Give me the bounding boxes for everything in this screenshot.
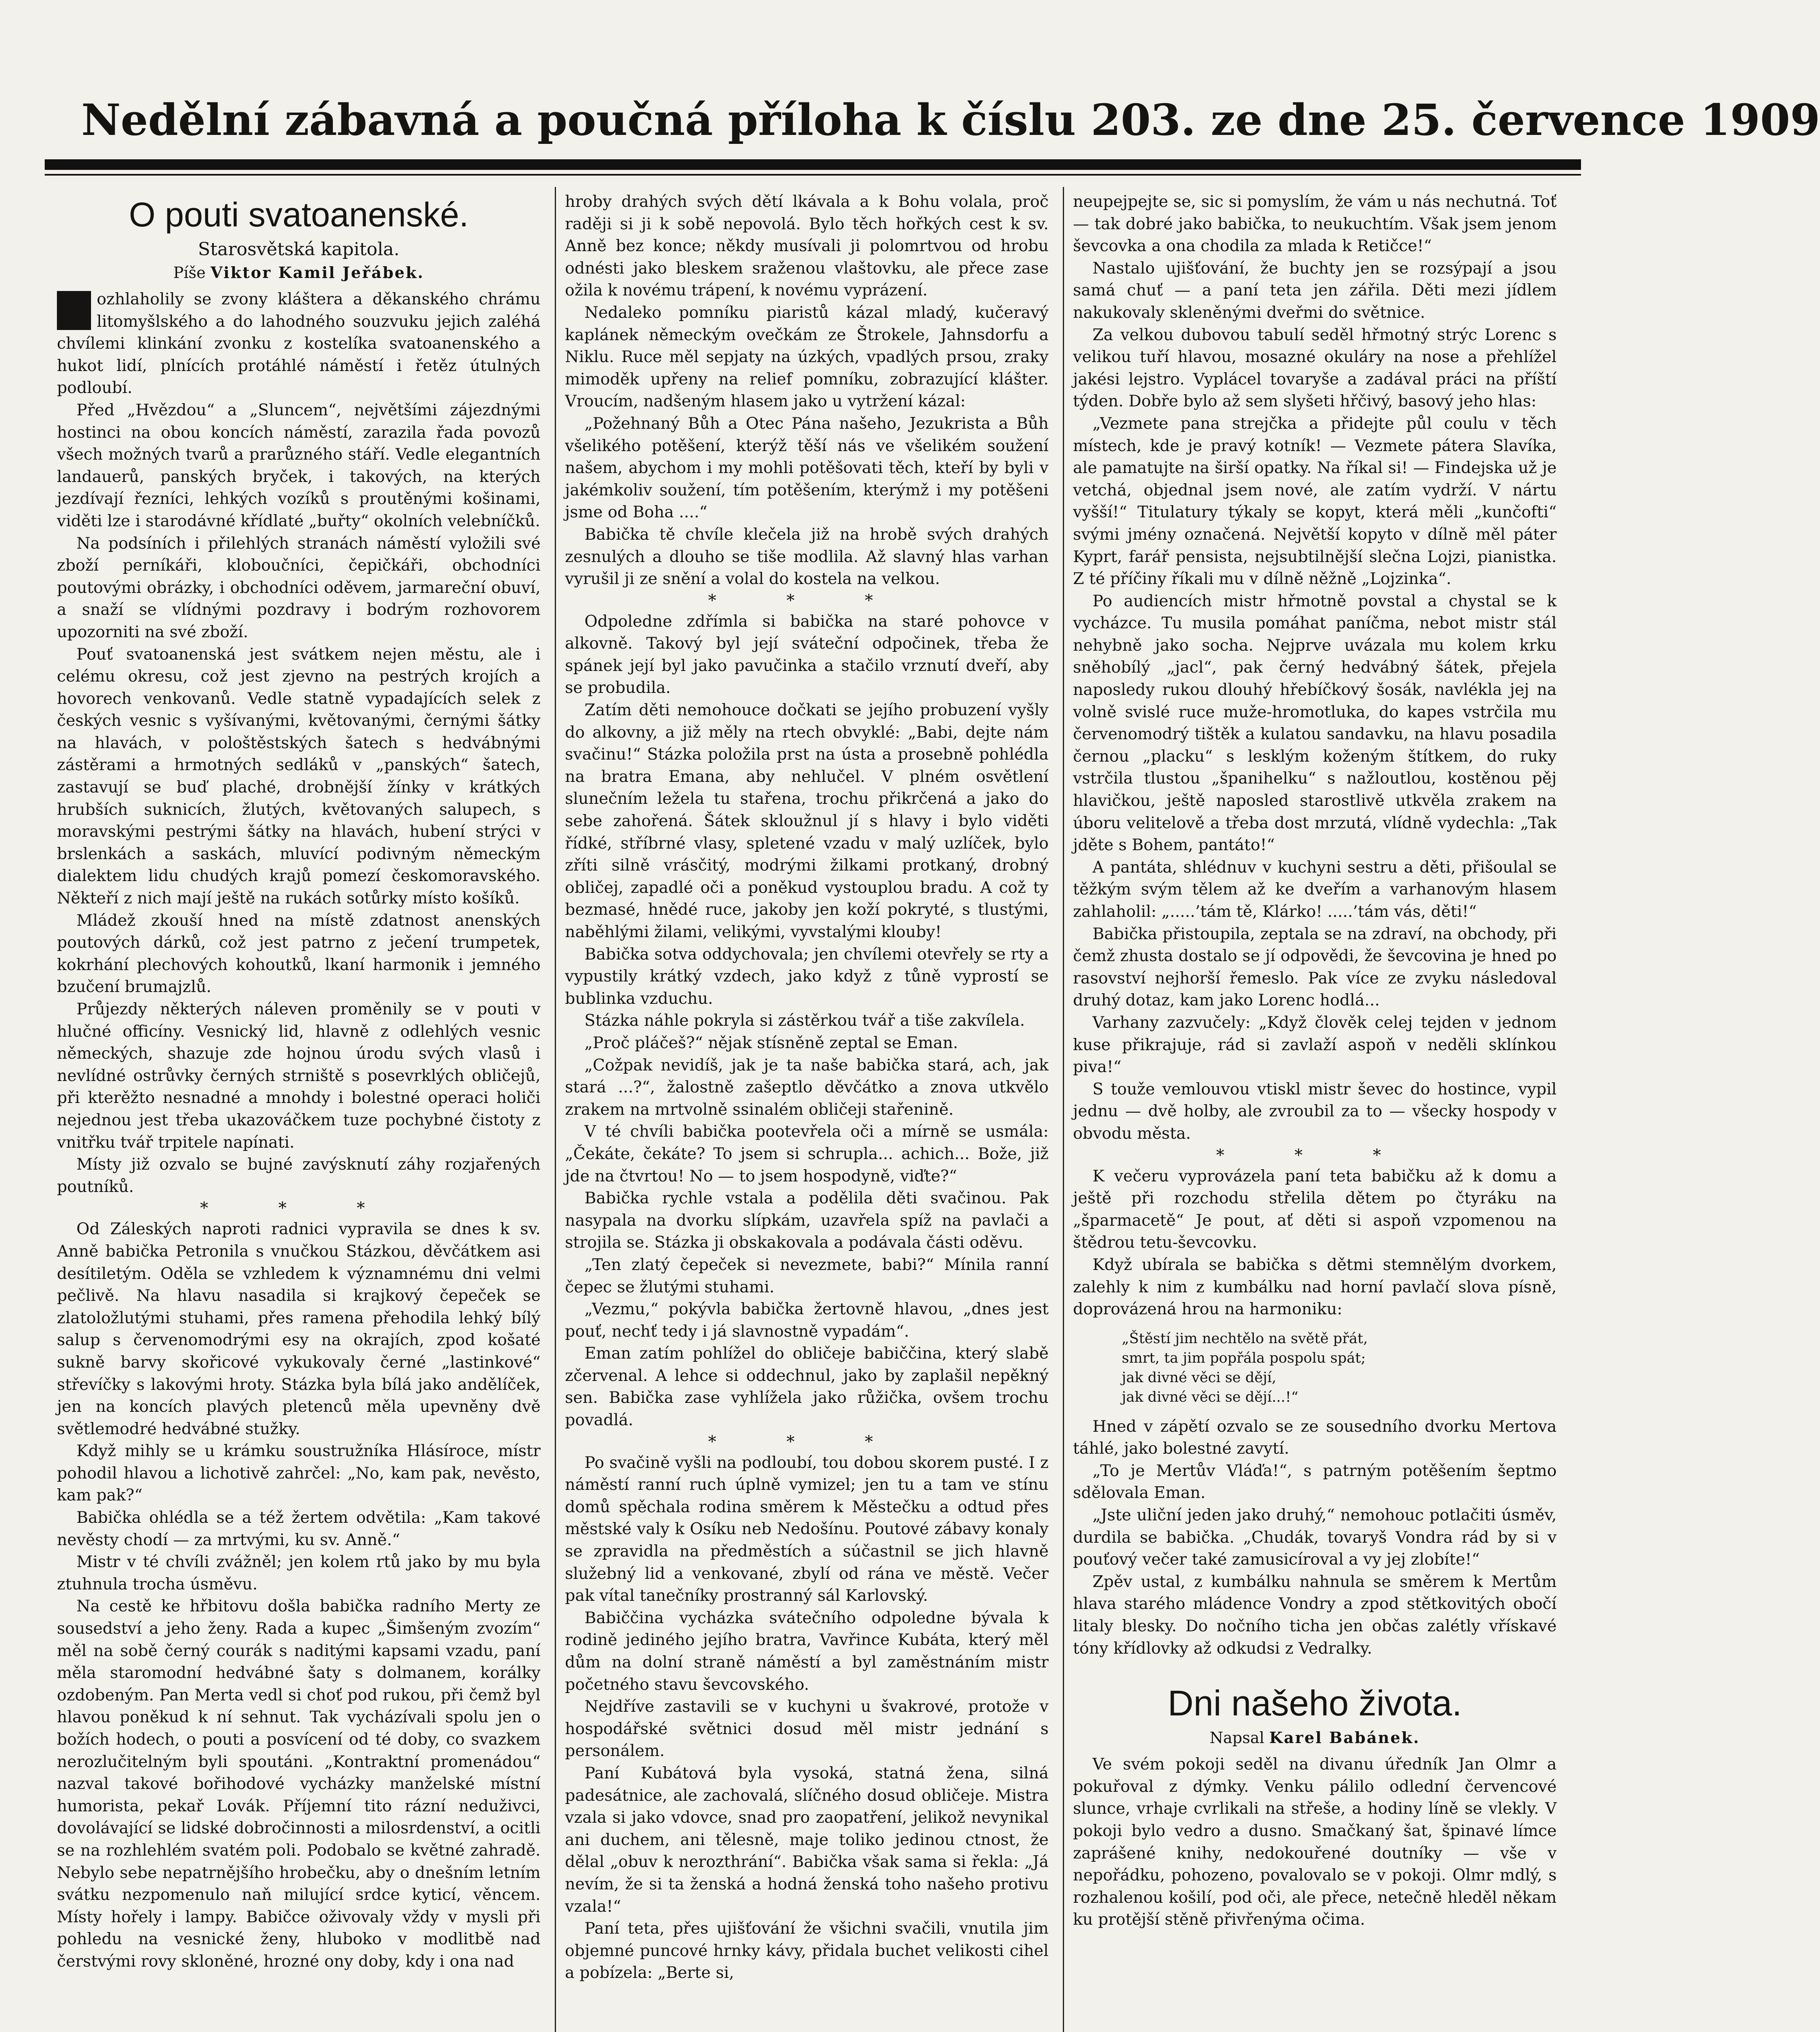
article-byline — [57, 263, 541, 283]
paragraph: Za velkou dubovou tabulí seděl hřmotný strýc Lorenc s velikou tuří hlavou, mosazné okuláry na nose a přehlížel jakési lejstro. Vyplácel tovaryše a zadával práci na příští týden. Dobře bylo až sem slyšeti hřčivý, basový jeho hlas: — [1073, 326, 1557, 411]
song-verse — [1122, 1329, 1557, 1407]
paragraph: Když ubírala se babička s dětmi stemnělým dvorkem, zalehly k nim z kumbálku nad horní pavlačí slova písně, doprovázená hrou na harmoniku: — [1073, 1255, 1557, 1319]
paragraph: Stázka náhle pokryla si zástěrkou tvář a tiše zakvílela. — [584, 1012, 1025, 1030]
byline-author: Karel Babánek. — [1269, 1728, 1420, 1747]
article-byline — [1073, 1728, 1557, 1748]
paragraph: Babička sotva oddychovala; jen chvílemi otevřely se rty a vypustily krátký vzdech, jako když z tůně vyprostí se bublinka vzduchu. — [565, 945, 1049, 1008]
paragraph: K večeru vyprovázela paní teta babičku až k domu a ještě při rozchodu střelila dětem po čtyráku na „šparmacetě“ Je pout, ať děti si aspoň vzpomenou na štědrou tetu-ševcovku. — [1073, 1167, 1557, 1252]
section-separator: * * * — [1216, 1146, 1414, 1165]
paragraph: Babička tě chvíle klečela již na hrobě svých drahých zesnulých a dlouho se tiše modlila. Až slavný hlas varhan vyrušil ji ze snění a volal do kostela na velkou. — [565, 525, 1049, 588]
paragraph: Nastalo ujišťování, že buchty jen se rozsýpají a jsou samá chuť — a paní teta jen zářila. Děti mezi jídlem nakukovaly skleněnými dveřmi do světnice. — [1073, 259, 1557, 322]
paragraph: „Jste uliční jeden jako druhý,“ nemohouc potlačiti úsměv, durdila se babička. „Chudák, tovaryš Vondra rád by si v pouťový večer také zamusicíroval a vy jej zlobíte!“ — [1073, 1506, 1557, 1569]
column-divider — [555, 187, 556, 2032]
paragraph: ozhlaholily se zvony kláštera a děkanského chrámu litomyšlského a do lahodného souzvuku jejich zaléhá chvílemi klinkání zvonku z kostelíka svatoanenského a hukot lidí, plnících protáhlé náměstí i řetěz útulných podloubí. — [57, 290, 541, 397]
paragraph: „Proč pláčeš?“ nějak stísněně zeptal se Eman. — [584, 1033, 958, 1052]
byline-prefix: Píše — [173, 264, 206, 282]
paragraph: Babička rychle vstala a podělila děti svačinou. Pak nasypala na dvorku slípkám, uzavřela spíž na pavlači a strojila se. Stázka ji obskakovala a podávala části oděvu. — [565, 1189, 1049, 1252]
paragraph: Babička ohlédla se a též žertem odvětila: „Kam takové nevěsty chodí — za mrtvými, ku sv. Anně.“ — [57, 1509, 541, 1549]
paragraph: Když mihly se u krámku soustružníka Hlásíroce, místr pohodil hlavou a lichotivě zahrčel: „No, kam pak, nevěsto, kam pak?“ — [57, 1442, 541, 1505]
paragraph: neupejpejte se, sic si pomyslím, že vám u nás nechutná. Toť — tak dobré jako babička, to neukuchtím. Však jsem jenom ševcovka a ona chodila za mlada k Retičce!“ — [1073, 193, 1557, 256]
paragraph: Nejdříve zastavili se v kuchyni u švakrové, protože v hospodářské světnici dosud měl mistr jednání s personálem. — [565, 1698, 1049, 1761]
paragraph: Paní Kubátová byla vysoká, statná žena, silná padesátnice, ale zachovalá, slíčného dosud obličeje. Mistra vzala si jako vdovce, snad pro zaopatření, jelikož nevynikal ani duchem, ani tělesně, maje toliko jedinou ctnost, že dělal „obuv k nerozthrání“. Babička však sama si řekla: „Já nevím, že si ta ženská a hodná ženská toho našeho protivu vzala!“ — [565, 1764, 1049, 1916]
masthead: Nedělní zábavná a poučná příloha k číslu 203. ze dne 25. července 1909 — [81, 94, 1820, 145]
paragraph: V té chvíli babička pootevřela oči a mírně se usmála: „Čekáte, čekáte? To jsem si schrupla... achich... Bože, již jde na čtvrtou! No — to jsem hospodyně, viďte?“ — [565, 1122, 1049, 1185]
section-separator: * * * — [708, 1432, 906, 1451]
paragraph: Před „Hvězdou“ a „Sluncem“, největšími zájezdnými hostinci na obou koncích náměstí, zarazila řada povozů všech možných tvarů a prarůzného stáří. Vedle elegantních landauerů, panských bryček, i takových, na kterých jezdívají řezníci, lehkých vozíků s proutěnými košinami, viděti lze i starodávné křídlaté „buřty“ okolních velebníčků. — [57, 401, 541, 530]
column-divider — [1063, 187, 1064, 2032]
byline-author: Viktor Kamil Jeřábek. — [211, 263, 424, 282]
paragraph: Po svačině vyšli na podloubí, tou dobou skorem pusté. I z náměstí ranní ruch úplně vymizel; jen tu a tam ve stínu domů spěchala rodina směrem k Městečku a odtud přes městské valy k Osíku neb Nedošínu. Poutové zábavy konaly se zpravidla na předměstích a súčastnil se jich hlavně služebný lid a venkované, zbylí od rána ve městě. Večer pak vítal tanečníky prostranný sál Karlovský. — [565, 1453, 1049, 1605]
paragraph: „Vezmete pana strejčka a přidejte půl coulu v těch místech, kde je pravý kotník! — Vezmete pátera Slavíka, ale pamatujte na širší opatky. Na říkal si! — Findejska už je vetchá, objednal jsem nové, ale zatím vydrží. V nártu vyšší!“ Titulatury týkaly se kopyt, která měli „kunčofti“ svými jmény označená. Největší kopyto v dílně měl páter Kyprt, farář pensista, nejsubtilnější slečna Lojzi, pianistka. Z té příčiny říkali mu v dílně něžně „Lojzinka“. — [1073, 414, 1557, 588]
paragraph: Ve svém pokoji seděl na divanu úředník Jan Olmr a pokuřoval z dýmky. Venku pálilo odlední červencové slunce, vrhaje cvrlikali na střeše, a hodiny líně se vlekly. V pokoji bylo vedro a dusno. Smačkaný šat, špinavé límce zaprášené knihy, nedokouřené doutníky — vše v nepořádku, pohozeno, povalovalo se v pokoji. Olmr mdlý, s rozhalenou košilí, pod oči, ale přece, netečně hleděl někam ku protější stěně přivřenýma očima. — [1073, 1755, 1557, 1929]
paragraph: A pantáta, shlédnuv v kuchyni sestru a děti, přišoulal se těžkým svým tělem až ke dveřím a varhanovým hlasem zahlaholil: „.....’tám tě, Klárko! .....’tám vás, děti!“ — [1073, 858, 1557, 921]
paragraph: Na cestě ke hřbitovu došla babička radního Merty ze sousedství a jeho ženy. Rada a kupec „Šimšeným zvozím“ měl na sobě černý courák s naditými kapsami vzadu, paní měla staromodní hedvábné šaty s dolmanem, korálky ozdobeným. Pan Merta vedl si choť pod rukou, při čemž byl hlavou poněkud k ní sehnut. Tak vycházívali spolu jen o božích hodech, o pouti a posvícení od té doby, co svazkem nerozlučitelným byli spoutáni. „Kontraktní promenádou“ nazval takové bořihodové vycházky manželské místní humorista, pekař Lovák. Příjemní tito rázní neduživci, dovolávající se lidské dobročinnosti a milosrdenství, a ocitli se na rozhlehlém svatém poli. Podobalo se květné zahradě. Nebylo sebe nepatrnějšího hrobečku, aby o dnešním letním svátku nezpomenulo naň milující srdce kyticí, věncem. Místy hořely i lampy. Babičce oživovaly vždy v mysli při pohledu na vesnické ženy, hluboko v modlitbě nad čerstvými rovy skloněné, hrozné ony doby, kdy i ona nad — [57, 1597, 541, 1971]
paragraph: Místy již ozvalo se bujné zavýsknutí záhy rozjařených poutníků. — [57, 1155, 541, 1196]
paragraph: Po audiencích mistr hřmotně povstal a chystal se k vycházce. Tu musila pomáhat paníčma, nebot mistr stál nehybně jako socha. Nejprve uvázala mu kolem krku sněhobílý „jacl“, pak černý hedvábný šátek, přejela naposledy rukou dlouhý hřebíčkový šosák, navlékla jej na volně svislé ruce muže-hromotluka, do kapes vstrčila mu červenomodrý tištěk a kulatou sandavku, na hlavu posadila černou „placku“ s lesklým koženým štítkem, do ruky vstrčila tlustou „španihelku“ s nažloutlou, kostěnou pěj hlavičkou, ještě naposled starostlivě utkvěla zrakem na úboru velitelově a třeba dost mrzutá, vlídně vydechla: „Tak jděte s Bohem, pantáto!“ — [1073, 592, 1557, 855]
paragraph: „Vezmu,“ pokývla babička žertovně hlavou, „dnes jest pouť, nechť tedy i já slavnostně vypadám“. — [565, 1300, 1049, 1341]
paragraph: Zpěv ustal, z kumbálku nahnula se směrem k Mertům hlava starého mládence Vondry a zpod stětkovitých obočí litaly blesky. Do nočního ticha jen občas zalétly vřískavé tóny křídlovky až odkudsi z Vedralky. — [1073, 1572, 1557, 1658]
drop-cap-ornament — [57, 291, 91, 330]
paragraph: Od Záleských naproti radnici vypravila se dnes k sv. Anně babička Petronila s vnučkou Stázkou, děvčátkem asi desítiletým. Oděla se vzhledem k významnému dni velmi pečlivě. Na hlavu nasadila si krajkový čepeček se zlatoložlutými stuhami, přes ramena přehodila lehký bílý salup s červenomodrými esy na okrajích, zpod košaté sukně barvy skořicové vykukovaly černé „lastinkové“ střevíčky s lakovými hroty. Stázka byla bílá jako andělíček, jen na koncích plavých pletenců měla upevněny dvě světlemodré hedvábné stužky. — [57, 1220, 541, 1438]
paragraph: Na podsíních i přilehlých stranách náměstí vyložili své zboží perníkáři, kloboučníci, čepičkáři, obchodníci poutovými obrázky, i obchodníci oděvem, jarmareční obuví, a snaží se vlídnými pozdravy i bodrým rozhovorem upozorniti na své zboží. — [57, 534, 541, 641]
paragraph: hroby drahých svých dětí lkávala a k Bohu volala, proč raději si ji k sobě nepovolá. Bylo těch hořkých cest k sv. Anně bez konce; někdy musívali ji polomrtvou od hrobu odnésti jako bleskem sraženou vlaštovku, ale přece zase ožila k novému trápení, k novému vyprázení. — [565, 193, 1049, 300]
verse-line: „Štěstí jim nechtělo na světě přát, — [1122, 1330, 1368, 1347]
paragraph: Mistr v té chvíli zvážněl; jen kolem rtů jako by mu byla ztuhnula trocha úsměvu. — [57, 1553, 541, 1593]
article-title: Dni našeho života. — [1168, 1683, 1462, 1724]
masthead-rule-thin — [45, 174, 1581, 176]
paragraph: Varhany zazvučely: „Když člověk celej tejden v jednom kuse přikrajuje, rád si zavlaží aspoň v neděli sklínkou piva!“ — [1073, 1013, 1557, 1077]
verse-line: jak divné věci se dějí...!“ — [1122, 1389, 1299, 1405]
paragraph: Paní teta, přes ujišťování že všichni svačili, vnutila jim objemné puncové hrnky kávy, přidala buchet velikosti cihel a pobízela: „Berte si, — [565, 1919, 1049, 1982]
article-title: O pouti svatoanenské. — [129, 195, 469, 234]
paragraph: Babiččina vycházka svátečního odpoledne bývala k rodině jediného jejího bratra, Vavřince Kubáta, který měl dům na dolní straně náměstí a byl zaměstnáním mistr početného stavu ševcovského. — [565, 1609, 1049, 1694]
paragraph: Zatím děti nemohouce dočkati se jejího probuzení vyšly do alkovny, a již měly na rtech obvyklé: „Babi, dejte nám svačinu!“ Stázka položila prst na ústa a prosebně pohlédla na bratra Emana, aby nehlučel. V plném osvětlení slunečním ležela tu stařena, trochu přikrčená a jako do sebe zahořená. Šátek skloužnul jí s hlavy i bylo viděti řídké, stříbrné vlasy, spletené vzadu v malý uzlíček, bylo zříti silně vrásčitý, modrými žilkami protkaný, drobný obličej, zapadlé oči a poněkud vystouplou bradu. A což ty bezmasé, hnědé ruce, jakoby jen koží pokryté, s tlustými, naběhlými žilami, velikými, vyvstalými klouby! — [565, 701, 1049, 941]
paragraph: Odpoledne zdřímla si babička na staré pohovce v alkovně. Takový byl její sváteční odpočinek, třeba že spánek její byl jako pavučinka a stačilo vrznutí dveří, aby se probudila. — [565, 612, 1049, 697]
paragraph: Průjezdy některých náleven proměnily se v pouti v hlučné officíny. Vesnický lid, hlavně z odlehlých vesnic německých, shazuje zde hojnou úrodu svých vlasů i nevlídné ostrůvky černých strniště s posevrklých obličejů, při kterěžto nesnadné a mnohdy i bolestné operaci holiči nejednou jest třeba ukazováčkem tuze pochybné čistoty z vnitřku tvář trpitele napínati. — [57, 1000, 541, 1152]
section-separator: * * * — [200, 1199, 397, 1218]
paragraph: Eman zatím pohlížel do obličeje babiččina, který slabě zčervenal. A lehce si oddechnul, jako by zaplašil nepěkný sen. Babička zase vyhlížela jako růžička, ovšem trochu povadlá. — [565, 1344, 1049, 1430]
paragraph: Nedaleko pomníku piaristů kázal mladý, kučeravý kaplánek německým ovečkám ze Štrokele, Jahnsdorfu a Niklu. Ruce měl sepjaty na úzkých, vpadlých prsou, zraky mimoděk upřeny na relief pomníku, zobrazující klášter. Vroucím, nadšeným hlasem jako u vytržení kázal: — [565, 303, 1049, 411]
paragraph: „Požehnaný Bůh a Otec Pána našeho, Jezukrista a Bůh všelikého potěšení, kterýž těší nás ve všelikém soužení našem, abychom i my mohli potěšovati těch, kteří by byli v jakémkoliv soužení, tím potěšením, kterýmž i my potěšeni jsme od Boha ....“ — [565, 414, 1049, 522]
masthead-rule — [45, 159, 1581, 170]
paragraph: Mládež zkouší hned na místě zdatnost anenských poutových dárků, což jest patrno z ječení trumpetek, kokrhání plechových kohoutků, lkaní harmonik i jemného bzučení brumajzlů. — [57, 911, 541, 996]
column-1 — [57, 191, 541, 2032]
article-subtitle: Starosvětská kapitola. — [198, 239, 400, 260]
paragraph: S touže vemlouvou vtiskl mistr ševec do hostince, vypil jednu — dvě holby, ale zvroubil za to — všecky hospody v obvodu města. — [1073, 1080, 1557, 1143]
column-2 — [565, 191, 1049, 2032]
paragraph: „Cožpak nevidíš, jak je ta naše babička stará, ach, jak stará ...?“, žalostně zašeptlo děvčátko a znova utkvělo zrakem na mrtvolně ssinalém obličeji stařenině. — [565, 1056, 1049, 1119]
column-3 — [1073, 191, 1557, 2032]
paragraph: Babička přistoupila, zeptala se na zdraví, na obchody, při čemž zhusta dostalo se jí odpovědi, že ševcovina je hned po rasovství nejhorší řemeslo. Pak více ze zvyku následoval druhý dotaz, kam jako Lorenc hodlá... — [1073, 925, 1557, 1010]
paragraph: „Ten zlatý čepeček si nevezmete, babi?“ Mínila ranní čepec se žlutými stuhami. — [565, 1255, 1049, 1296]
paragraph: Pouť svatoanenská jest svátkem nejen městu, ale i celému okresu, což jest zjevno na pestrých krojích a hovorech venkovanů. Vedle statně vypadajících selek z českých vesnic s vyšívanými, květovanými, černými šátky na hlavách, v pološtěstských šatech s hedvábnými zástěrami a hrmotných sedláků v „panských“ šatech, zastavují se buď plaché, drobnější žínky v krátkých hrubších suknicích, žlutých, květovaných salupech, s moravskými pestrými šátky na hlavách, hubení strýci v brslenkách a saskách, mluvící podivným německým dialektem lidu chudých krajů pomezí českomoravského. Někteří z nich mají ještě na rukách sotůrky místo košíků. — [57, 645, 541, 908]
paragraph: Hned v zápětí ozvalo se ze sousedního dvorku Mertova táhlé, jako bolestné zavytí. — [1073, 1417, 1557, 1458]
byline-prefix: Napsal — [1210, 1729, 1264, 1747]
section-separator: * * * — [708, 591, 906, 610]
verse-line: jak divné věci se dějí, — [1122, 1369, 1277, 1386]
paragraph: „To je Mertův Vláďa!“, s patrným potěšením šeptmo sdělovala Eman. — [1073, 1461, 1557, 1502]
verse-line: smrt, ta jim popřála pospolu spát; — [1122, 1350, 1366, 1366]
